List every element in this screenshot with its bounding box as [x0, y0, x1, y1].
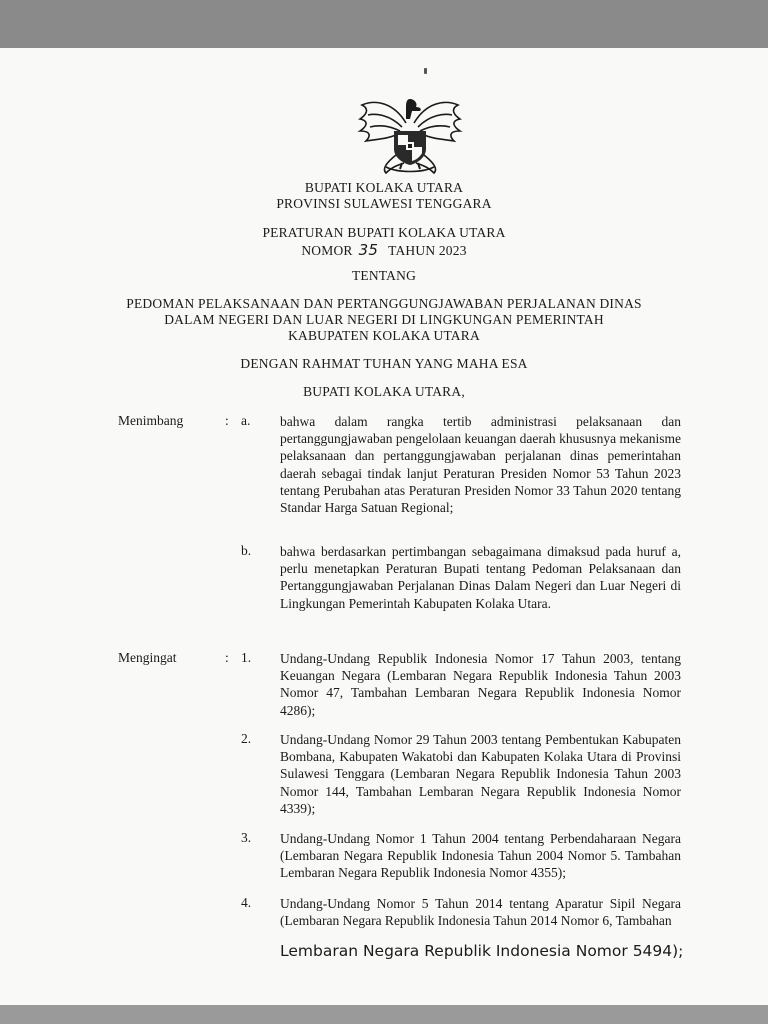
menimbang-label: Menimbang — [118, 413, 184, 428]
mengingat-label: Mengingat — [118, 650, 177, 665]
mengingat-item-4-text: Undang-Undang Nomor 5 Tahun 2014 tentang Aparatur Sipil Negara (Lembaran Negara Republik Indonesia Tahun 2014 Nomor 6, Tambahan — [280, 896, 681, 929]
menimbang-item-a-num: a. — [241, 413, 251, 428]
subject-line-3: KABUPATEN KOLAKA UTARA — [288, 328, 480, 343]
menimbang-item-a-text: bahwa dalam rangka tertib administrasi pelaksanaan dan pertanggungjawaban pengelolaan keuangan daerah khususnya mekanisme pelaksanaan dan pertanggungjawaban perjalanan dinas pemerintahan daerah sebagai tindak lanjut Peraturan Presiden Nomor 53 Tahun 2023 tentang Perubahan atas Peraturan Presiden Nomor 33 Tahun 2020 tentang Standar Harga Satuan Regional; — [280, 414, 681, 516]
mengingat-colon: : — [225, 650, 229, 665]
menimbang-item-b-text: bahwa berdasarkan pertimbangan sebagaimana dimaksud pada huruf a, perlu menetapkan Peraturan Bupati tentang Pedoman Pelaksanaan dan Pertanggungjawaban Perjalanan Dinas Dalam Negeri dan Luar Negeri di Lingkungan Pemerintah Kabupaten Kolaka Utara. — [280, 544, 681, 611]
mengingat-item-3-text: Undang-Undang Nomor 1 Tahun 2004 tentang Perbendaharaan Negara (Lembaran Negara Republik Indonesia Tahun 2004 Nomor 5. Tambahan Lembaran Negara Republik Indonesia Nomor 4355); — [280, 831, 681, 881]
mengingat-item-4-last-line: Lembaran Negara Republik Indonesia Nomor 5494); — [280, 942, 684, 960]
subject-line-1: PEDOMAN PELAKSANAAN DAN PERTANGGUNGJAWABAN PERJALANAN DINAS — [126, 296, 642, 311]
garuda-emblem-icon — [356, 93, 464, 175]
mengingat-item-4-num: 4. — [241, 895, 252, 910]
tahun-label: TAHUN 2023 — [388, 243, 467, 258]
mengingat-item-1-text: Undang-Undang Republik Indonesia Nomor 17 Tahun 2003, tentang Keuangan Negara (Lembaran Negara Republik Indonesia Tahun 2003 Nomor 47, Tambahan Lembaran Negara Republik Indonesia Nomor 4286); — [280, 651, 681, 718]
subject-line-2: DALAM NEGERI DAN LUAR NEGERI DI LINGKUNGAN PEMERINTAH — [164, 312, 604, 327]
mengingat-item-2-text: Undang-Undang Nomor 29 Tahun 2003 tentang Pembentukan Kabupaten Bombana, Kabupaten Wakatobi dan Kabupaten Kolaka Utara di Provinsi Sulawesi Tenggara (Lembaran Negara Republik Indonesia Tahun 2003 Nomor 144, Tambahan Lembaran Negara Republik Indonesia Nomor 4339); — [280, 732, 681, 816]
menimbang-colon: : — [225, 413, 229, 428]
header-province: PROVINSI SULAWESI TENGGARA — [276, 196, 492, 211]
tentang-heading: TENTANG — [351, 268, 417, 283]
nomor-handwritten-value: 35 — [358, 241, 379, 259]
mengingat-item-3-num: 3. — [241, 830, 252, 845]
bupati-line: BUPATI KOLAKA UTARA, — [303, 384, 465, 399]
scanner-background-top — [0, 0, 768, 48]
regulation-title: PERATURAN BUPATI KOLAKA UTARA — [262, 225, 506, 240]
nomor-label: NOMOR — [301, 243, 353, 258]
pen-mark — [424, 68, 427, 74]
mengingat-item-1-num: 1. — [241, 650, 252, 665]
scanner-background-bottom — [0, 1005, 768, 1024]
regulation-number — [0, 241, 768, 259]
mengingat-item-2-num: 2. — [241, 731, 252, 746]
header-regent-title: BUPATI KOLAKA UTARA — [304, 180, 464, 195]
rahmat-line: DENGAN RAHMAT TUHAN YANG MAHA ESA — [240, 356, 528, 371]
menimbang-item-b-num: b. — [241, 543, 252, 558]
